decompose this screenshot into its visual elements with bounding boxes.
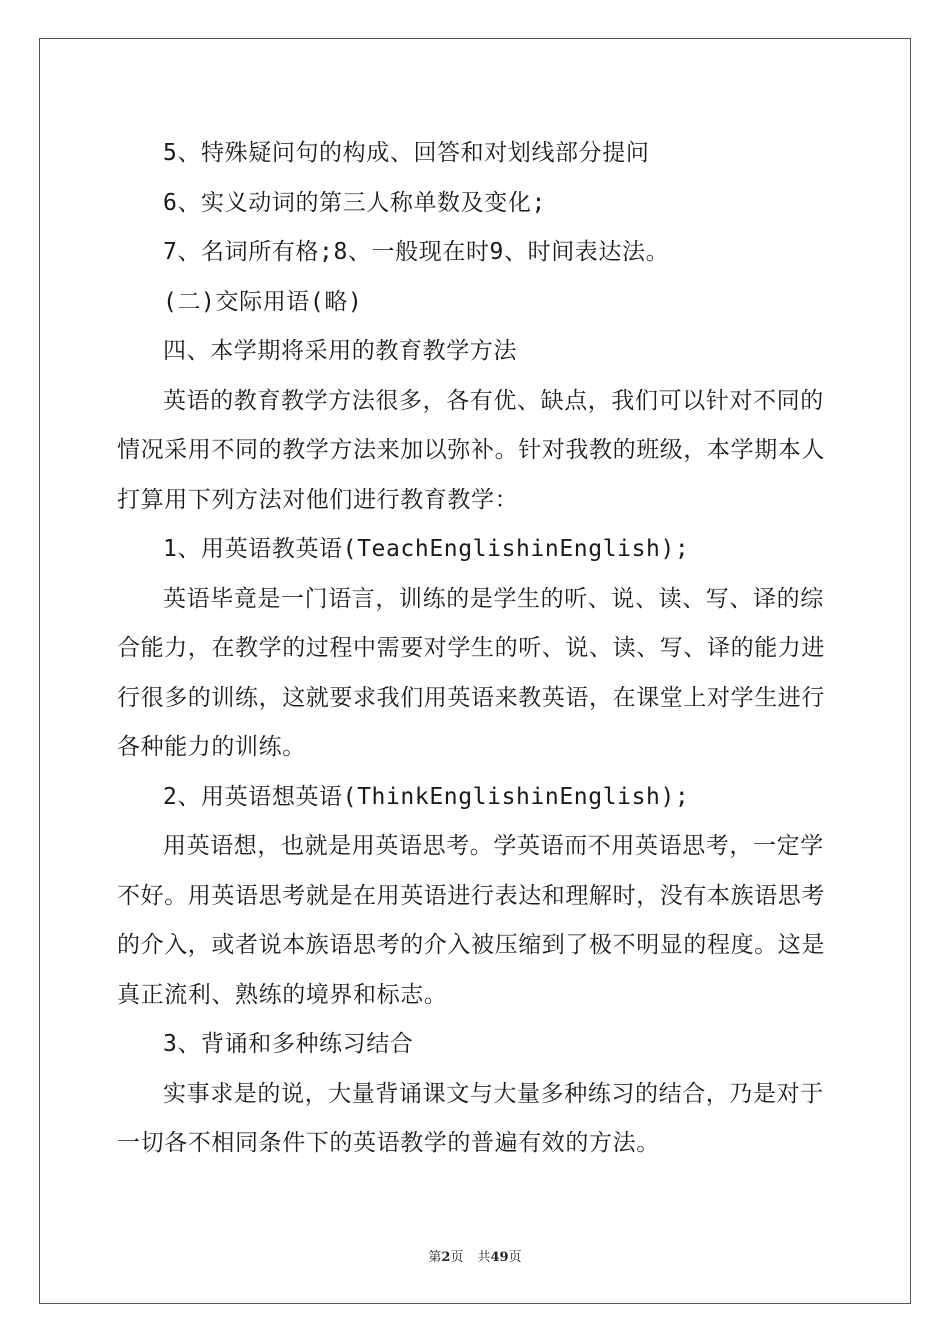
paragraph-line: 英语毕竟是一门语言，训练的是学生的听、说、读、写、译的综	[163, 585, 824, 612]
total-prefix: 共	[477, 1250, 491, 1265]
section-heading: 四、本学期将采用的教育教学方法	[163, 338, 517, 364]
paragraph-line: 6、实义动词的第三人称单数及变化;	[163, 189, 546, 216]
method-heading: 3、背诵和多种练习结合	[163, 1031, 414, 1057]
method-heading: 2、用英语想英语(ThinkEnglishinEnglish);	[163, 783, 690, 810]
paragraph-line: 各种能力的训练。	[117, 734, 306, 760]
paragraph-line: 行很多的训练，这就要求我们用英语来教英语，在课堂上对学生进行	[117, 684, 825, 711]
total-pages: 49	[490, 1250, 509, 1265]
page-number: 2	[441, 1250, 451, 1265]
page-prefix: 第	[428, 1250, 442, 1265]
document-body	[117, 129, 833, 1169]
paragraph-line: 英语的教育教学方法很多，各有优、缺点，我们可以针对不同的	[163, 387, 824, 414]
section-heading: (二)交际用语(略)	[163, 288, 363, 315]
paragraph-line: 真正流利、熟练的境界和标志。	[117, 981, 448, 1008]
paragraph-line: 7、名词所有格;8、一般现在时9、时间表达法。	[163, 239, 670, 265]
paragraph-line: 的介入，或者说本族语思考的介入被压缩到了极不明显的程度。这是	[117, 932, 825, 958]
page-footer	[0, 1246, 950, 1265]
paragraph-line: 合能力，在教学的过程中需要对学生的听、说、读、写、译的能力进	[117, 635, 825, 661]
page-suffix: 页	[450, 1250, 464, 1265]
method-heading: 1、用英语教英语(TeachEnglishinEnglish);	[163, 536, 690, 562]
paragraph-line: 5、特殊疑问句的构成、回答和对划线部分提问	[163, 140, 650, 166]
paragraph-line: 一切各不相同条件下的英语教学的普遍有效的方法。	[117, 1130, 660, 1156]
paragraph-line: 不好。用英语思考就是在用英语进行表达和理解时，没有本族语思考	[117, 882, 825, 909]
paragraph-line: 用英语想，也就是用英语思考。学英语而不用英语思考，一定学	[163, 833, 824, 859]
paragraph-line: 情况采用不同的教学方法来加以弥补。针对我教的班级，本学期本人	[117, 437, 825, 463]
paragraph-line: 实事求是的说，大量背诵课文与大量多种练习的结合，乃是对于	[163, 1080, 824, 1107]
total-suffix: 页	[508, 1250, 522, 1265]
paragraph-line: 打算用下列方法对他们进行教育教学：	[117, 486, 519, 513]
